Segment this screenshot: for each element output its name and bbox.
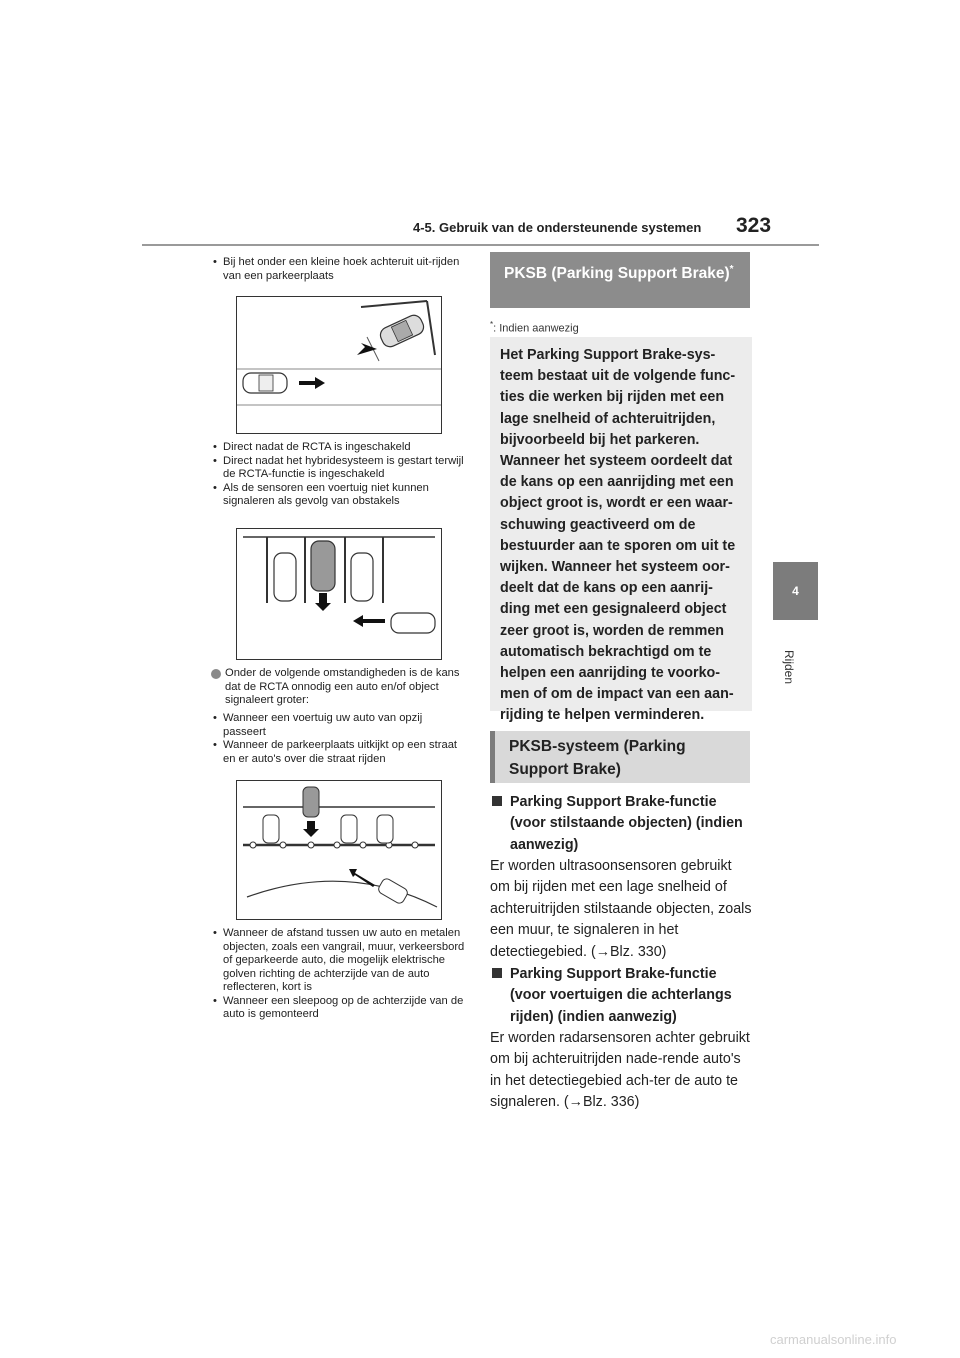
section-title-pksb-system: PKSB-systeem (Parking Support Brake) [490, 731, 750, 783]
figure-angled-reversing [236, 296, 442, 434]
subsection-title-text: Parking Support Brake-functie (voor stilstaande objecten) (indien aanwezig) [510, 794, 743, 853]
page-number: 323 [736, 214, 772, 237]
list-item: • Bij het onder een kleine hoek achteruit uit-rijden van een parkeerplaats [211, 256, 467, 283]
chapter-tab: 4 [773, 562, 818, 620]
footnote-marker: * [729, 264, 734, 275]
square-bullet-icon [492, 968, 502, 978]
list-item: • Wanneer een voertuig uw auto van opzij passeert [211, 712, 467, 739]
paragraph-static-objects: Er worden ultrasoonsensoren gebruikt om bij rijden met een lage snelheid of achteruitrijden stilstaande objecten, zoals een muur, te signaleren in het detectiegebied. (→Blz. 330) [490, 858, 752, 960]
footnote [490, 320, 579, 335]
summary-box: Het Parking Support Brake-sys-teem bestaat uit de volgende func-ties die werken bij rijden met een lage snelheid of achteruitrijden, bijvoorbeeld bij het parkeren. Wanneer het systeem oordeelt dat de kans op een aanrijding met een object groot is, wordt er een waar-schuwing geactiveerd om de bestuurder aan te sporen om uit te wijken. Wanneer het systeem oor-deelt dat de kans op een aanrij-ding met een gesignaleerd object zeer groot is, worden de remmen automatisch bekrachtigd om te helpen een aanrijding te voorko-men of om de impact van een aan-rijding te helpen verminderen. [490, 337, 752, 711]
watermark: carmanualsonline.info [770, 1332, 897, 1347]
bullet-list-2 [211, 441, 467, 509]
section-title-text: PKSB (Parking Support Brake) [504, 265, 730, 283]
list-item: • Wanneer een sleepoog op de achterzijde van de auto is gemonteerd [211, 995, 467, 1022]
square-bullet-icon [492, 796, 502, 806]
list-item: • Direct nadat het hybridesysteem is gestart terwijl de RCTA-functie is ingeschakeld [211, 455, 467, 482]
list-item: • Als de sensoren een voertuig niet kunnen signaleren als gevolg van obstakels [211, 482, 467, 509]
list-item: • Wanneer de afstand tussen uw auto en metalen objecten, zoals een vangrail, muur, verkeersbord of geparkeerde auto, die mogelijk elektrische golven richting de achterzijde van de auto reflecteren, kort is [211, 927, 467, 995]
list-item: • Direct nadat de RCTA is ingeschakeld [211, 441, 467, 455]
circle-bullet-icon [211, 669, 221, 679]
figure-obstacle-blocking [236, 528, 442, 660]
bullet-list-4 [211, 927, 467, 1022]
bullet-list-3 [211, 712, 467, 766]
bullet-list-1 [211, 256, 467, 283]
circle-note-text: Onder de volgende omstandigheden is de kans dat de RCTA onnodig een auto en/of object signaleert groter: [225, 667, 460, 706]
figure-street-traffic [236, 780, 442, 920]
subsection-title-static-objects [490, 792, 752, 856]
list-item: • Wanneer de parkeerplaats uitkijkt op een straat en er auto's over die straat rijden [211, 739, 467, 766]
section-title-pksb [490, 252, 750, 308]
circle-note [211, 667, 467, 708]
subsection-title-crossing-vehicles [490, 964, 752, 1028]
subsection-title-text: Parking Support Brake-functie (voor voertuigen die achterlangs rijden) (indien aanwezig) [510, 966, 732, 1025]
header-divider [142, 244, 819, 246]
section-header-title: 4-5. Gebruik van de ondersteunende systemen [413, 220, 702, 235]
paragraph-crossing-vehicles: Er worden radarsensoren achter gebruikt om bij achteruitrijden nade-rende auto's in het detectiegebied ach-ter de auto te signaleren. (→Blz. 336) [490, 1030, 750, 1111]
footnote-text: : Indien aanwezig [493, 322, 579, 335]
footnote-marker: * [490, 320, 494, 329]
chapter-label: Rijden [782, 650, 796, 685]
circle-note-item [211, 667, 467, 708]
